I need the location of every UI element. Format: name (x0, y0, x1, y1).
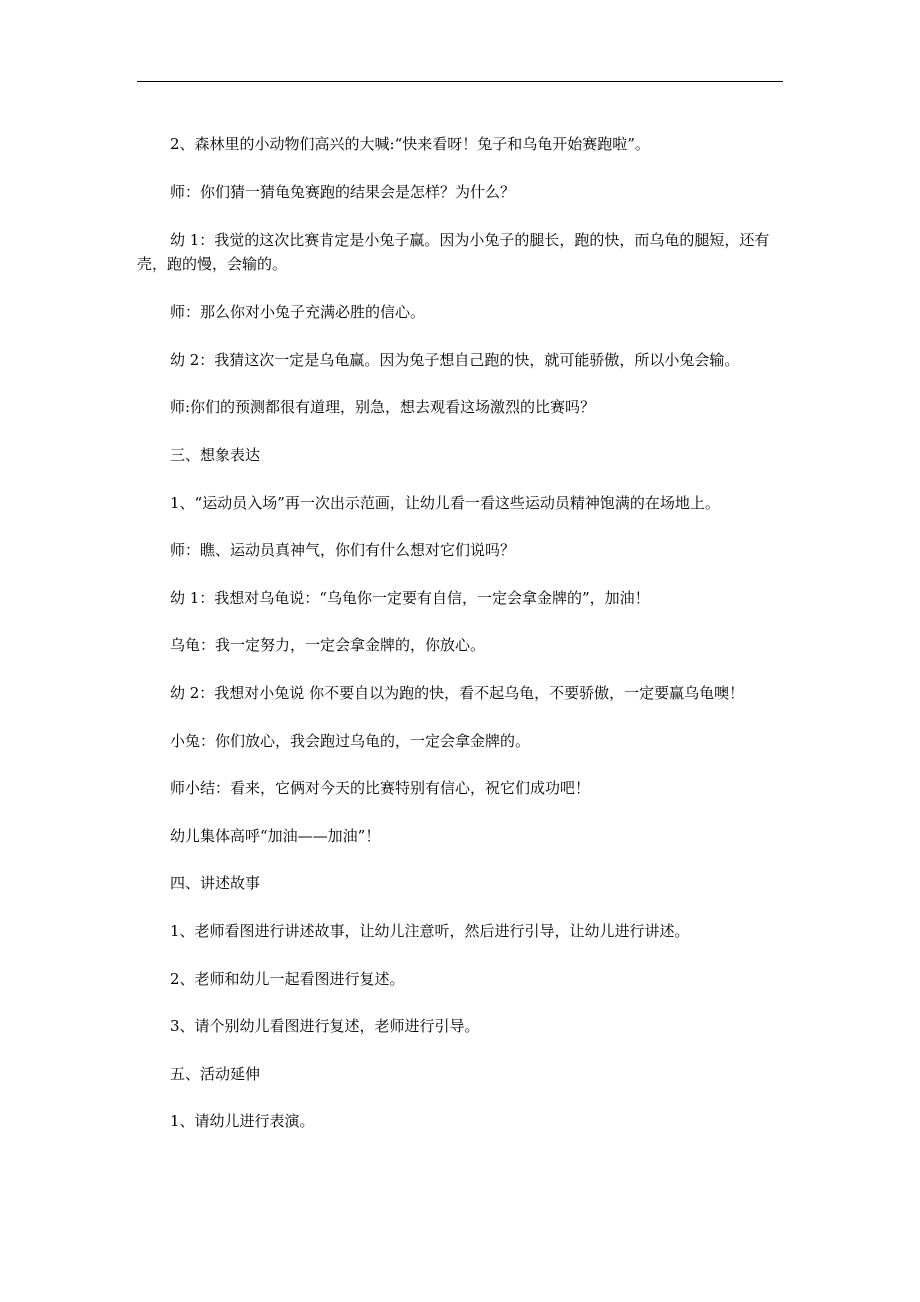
paragraph: 1、“运动员入场”再一次出示范画，让幼儿看一看这些运动员精神饱满的在场地上。 (170, 493, 720, 512)
paragraph: 1、老师看图进行讲述故事，让幼儿注意听，然后进行引导，让幼儿进行讲述。 (170, 921, 690, 940)
paragraph: 师：那么你对小兔子充满必胜的信心。 (170, 303, 426, 322)
paragraph: 小兔：你们放心，我会跑过乌龟的，一定会拿金牌的。 (170, 731, 531, 750)
paragraph: 师：瞧、运动员真神气，你们有什么想对它们说吗？ (170, 541, 516, 560)
paragraph: 幼 2：我猜这次一定是乌龟赢。因为兔子想自己跑的快，就可能骄傲，所以小兔会输。 (170, 350, 740, 369)
document-body (137, 134, 787, 1159)
paragraph: 3、请个别幼儿看图进行复述，老师进行引导。 (170, 1017, 480, 1036)
header-rule (137, 81, 783, 82)
paragraph: 2、森林里的小动物们高兴的大喊:“快来看呀！兔子和乌龟开始赛跑啦”。 (170, 135, 650, 153)
section-heading: 五、活动延伸 (170, 1064, 261, 1083)
section-heading: 四、讲述故事 (170, 874, 261, 893)
paragraph: 2、老师和幼儿一起看图进行复述。 (170, 969, 405, 988)
paragraph: 乌龟：我一定努力，一定会拿金牌的，你放心。 (170, 636, 486, 655)
paragraph: 师小结：看来，它俩对今天的比赛特别有信心，祝它们成功吧！ (170, 779, 591, 798)
paragraph: 师：你们猜一猜龟兔赛跑的结果会是怎样？为什么？ (170, 182, 516, 201)
paragraph: 师:你们的预测都很有道理，别急，想去观看这场激烈的比赛吗？ (170, 398, 596, 417)
section-heading: 三、想象表达 (170, 445, 261, 464)
paragraph: 1、请幼儿进行表演。 (170, 1112, 315, 1131)
paragraph: 幼儿集体高呼“加油——加油”！ (170, 826, 381, 845)
paragraph: 幼 1：我想对乌龟说：“乌龟你一定要有自信，一定会拿金牌的”，加油！ (170, 588, 650, 607)
paragraph: 幼 2：我想对小兔说 你不要自以为跑的快，看不起乌龟，不要骄傲，一定要赢乌龟噢！ (170, 683, 745, 702)
paragraph: 幼 1：我觉的这次比赛肯定是小兔子赢。因为小兔子的腿长，跑的快，而乌龟的腿短，还有壳，跑的慢，会输的。 (137, 231, 770, 274)
